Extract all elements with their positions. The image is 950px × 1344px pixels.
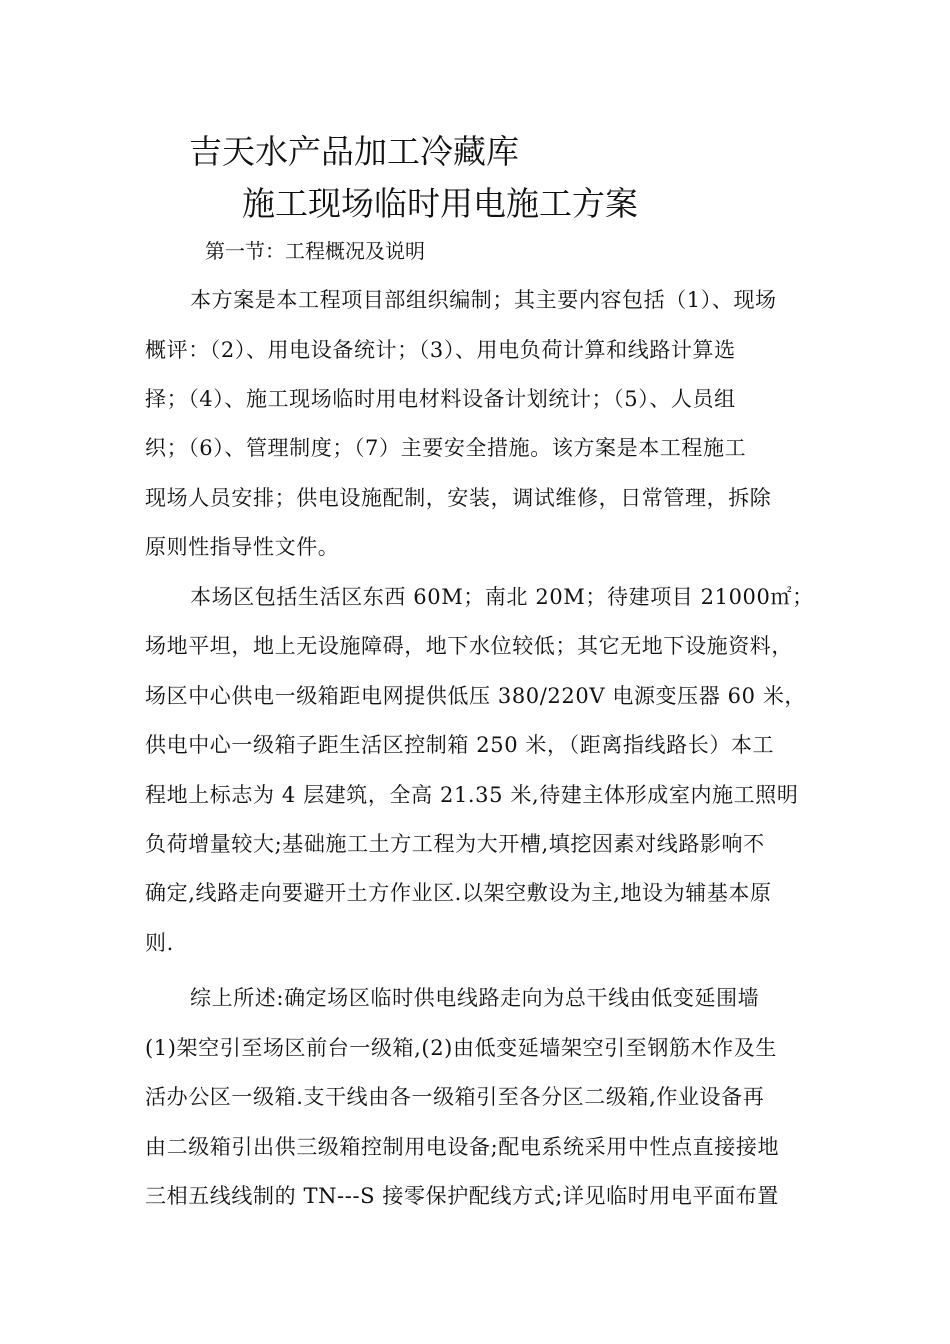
document-title-line2: 施工现场临时用电施工方案 bbox=[242, 184, 638, 223]
paragraph-line: 原则性指导性文件。 bbox=[145, 535, 340, 559]
paragraph-line: 场地平坦，地上无设施障碍，地下水位较低；其它无地下设施资料， bbox=[145, 634, 793, 658]
document-title-line1: 吉天水产品加工冷藏库 bbox=[189, 132, 519, 171]
section-heading: 第一节：工程概况及说明 bbox=[205, 239, 425, 263]
paragraph-line: 确定,线路走向要避开土方作业区.以架空敷设为主,地设为辅基本原 bbox=[145, 881, 772, 905]
paragraph-line: 本方案是本工程项目部组织编制；其主要内容包括（1）、现场 bbox=[190, 288, 777, 312]
paragraph-line: 供电中心一级箱子距生活区控制箱 250 米，（距离指线路长）本工 bbox=[145, 733, 775, 757]
paragraph-line: 本场区包括生活区东西 60M；南北 20M；待建项目 21000㎡； bbox=[190, 585, 814, 609]
paragraph-line: 活办公区一级箱.支干线由各一级箱引至各分区二级箱,作业设备再 bbox=[145, 1085, 765, 1109]
paragraph-line: 概评：（2）、用电设备统计；（3）、用电负荷计算和线路计算选 bbox=[145, 338, 736, 362]
paragraph-line: (1)架空引至场区前台一级箱,(2)由低变延墙架空引至钢筋木作及生 bbox=[145, 1036, 777, 1060]
paragraph-line: 程地上标志为 4 层建筑，全高 21.35 米,待建主体形成室内施工照明 bbox=[145, 783, 799, 807]
paragraph-line: 现场人员安排；供电设施配制，安装，调试维修，日常管理，拆除 bbox=[145, 486, 772, 510]
paragraph-line: 负荷增量较大;基础施工土方工程为大开槽,填挖因素对线路影响不 bbox=[145, 832, 765, 856]
paragraph-line: 场区中心供电一级箱距电网提供低压 380/220V 电源变压器 60 米， bbox=[145, 684, 807, 708]
paragraph-line: 织；（6）、管理制度；（7）主要安全措施。该方案是本工程施工 bbox=[145, 436, 747, 460]
paragraph-line: 择；（4）、施工现场临时用电材料设备计划统计；（5）、人员组 bbox=[145, 387, 736, 411]
paragraph-line: 综上所述:确定场区临时供电线路走向为总干线由低变延围墙 bbox=[190, 986, 760, 1010]
paragraph-line: 三相五线线制的 TN---S 接零保护配线方式;详见临时用电平面布置 bbox=[145, 1184, 779, 1208]
paragraph-line: 则. bbox=[145, 931, 174, 955]
paragraph-line: 由二级箱引出供三级箱控制用电设备;配电系统采用中性点直接接地 bbox=[145, 1135, 780, 1159]
